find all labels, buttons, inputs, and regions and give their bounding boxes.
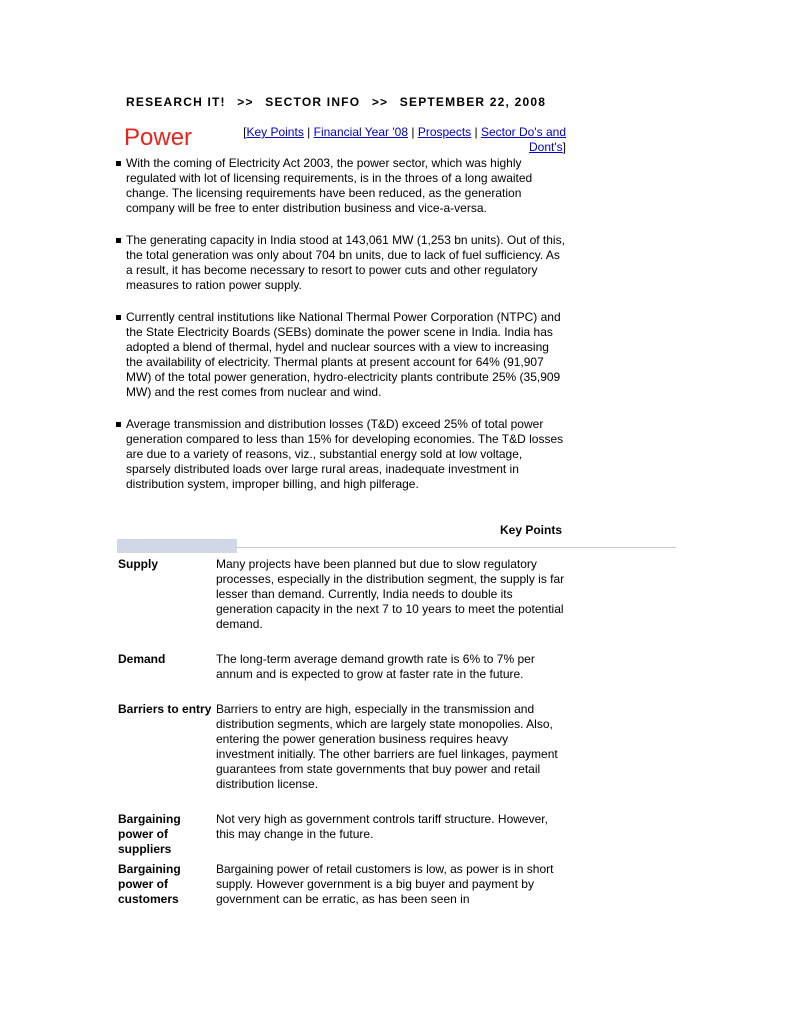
bullet-icon	[116, 422, 121, 427]
bullet-text: The generating capacity in India stood at 143,061 MW (1,253 bn units). Out of this, the total generation was only about 704 bn units, due to lack of fuel sufficiency. As a result, it has become necessary to resort to power cuts and other regulatory measures to ration power supply.	[126, 233, 565, 292]
breadcrumb-date: SEPTEMBER 22, 2008	[399, 95, 547, 109]
bullet-item	[116, 156, 566, 216]
section-divider-block	[117, 539, 237, 553]
row-text: Not very high as government controls tariff structure. However, this may change in the future.	[216, 812, 548, 841]
nav-link-key-points[interactable]: Key Points	[246, 125, 304, 139]
nav-open-bracket: [	[243, 125, 247, 139]
bullet-text: Currently central institutions like National Thermal Power Corporation (NTPC) and the State Electricity Boards (SEBs) dominate the power scene in India. India has adopted a blend of thermal, hydel and nuclear sources with a view to increasing the availability of electricity. Thermal plants at present account for 64% (91,907 MW) of the total power generation, hydro-electricity plants contribute 25% (35,909 MW) and the rest comes from nuclear and wind.	[126, 310, 561, 399]
summary-bullets	[116, 156, 566, 509]
row-label: Barriers to entry	[118, 702, 212, 716]
row-text: Barriers to entry are high, especially in the transmission and distribution segments, which are largely state monopolies. Also, entering the power generation business requires heavy investment initially. The other barriers are fuel linkages, payment guarantees from state governments that buy power and retail distribution license.	[216, 702, 558, 791]
bullet-text: With the coming of Electricity Act 2003, the power sector, which was highly regulated with lot of licensing requirements, is in the throes of a long awaited change. The licensing requirements have been reduced, as the generation company will be free to enter distribution business and vice-a-versa.	[126, 156, 533, 215]
row-label: Supply	[118, 557, 159, 571]
row-text: Many projects have been planned but due to slow regulatory processes, especially in the distribution segment, the supply is far lesser than demand. Currently, India needs to double its generation capacity in the next 7 to 10 years to meet the potential demand.	[216, 557, 565, 631]
table-row	[118, 812, 566, 862]
breadcrumb-sector-info: SECTOR INFO	[265, 95, 361, 109]
nav-close-bracket: ]	[562, 140, 566, 154]
nav-link-prospects[interactable]: Prospects	[417, 125, 472, 139]
row-text: Bargaining power of retail customers is low, as power is in short supply. However government is a big buyer and payment by government can be erratic, as has been seen in	[216, 862, 554, 906]
nav-divider: |	[411, 125, 415, 139]
row-label: Bargaining power of suppliers	[118, 812, 181, 856]
nav-divider: |	[474, 125, 478, 139]
nav-divider: |	[307, 125, 311, 139]
breadcrumb	[126, 95, 546, 109]
breadcrumb-separator: >>	[237, 95, 254, 109]
table-row	[118, 557, 566, 652]
key-points-table	[118, 557, 566, 912]
table-row	[118, 702, 566, 812]
section-nav	[210, 125, 566, 155]
row-label: Demand	[118, 652, 166, 666]
bullet-text: Average transmission and distribution losses (T&D) exceed 25% of total power generation compared to less than 15% for developing economies. The T&D losses are due to a variety of reasons, viz., substantial energy sold at low voltage, sparsely distributed loads over large rural areas, inadequate investment in distribution system, improper billing, and high pilferage.	[126, 417, 564, 491]
key-points-heading: Key Points	[499, 523, 562, 537]
bullet-item	[116, 417, 566, 492]
page-title: Power	[124, 124, 193, 151]
nav-link-financial-year[interactable]: Financial Year '08	[313, 125, 408, 139]
bullet-icon	[116, 161, 121, 166]
table-row	[118, 652, 566, 702]
table-row	[118, 862, 566, 912]
row-text: The long-term average demand growth rate is 6% to 7% per annum and is expected to grow at faster rate in the future.	[216, 652, 535, 681]
bullet-icon	[116, 238, 121, 243]
breadcrumb-separator: >>	[371, 95, 389, 109]
section-divider-line	[237, 547, 676, 548]
bullet-item	[116, 233, 566, 293]
bullet-icon	[116, 315, 121, 320]
nav-link-sector-dos-donts[interactable]: Sector Do's and Dont's	[480, 125, 566, 154]
row-label: Bargaining power of customers	[118, 862, 181, 906]
breadcrumb-research-it: RESEARCH IT!	[126, 95, 226, 109]
bullet-item	[116, 310, 566, 400]
